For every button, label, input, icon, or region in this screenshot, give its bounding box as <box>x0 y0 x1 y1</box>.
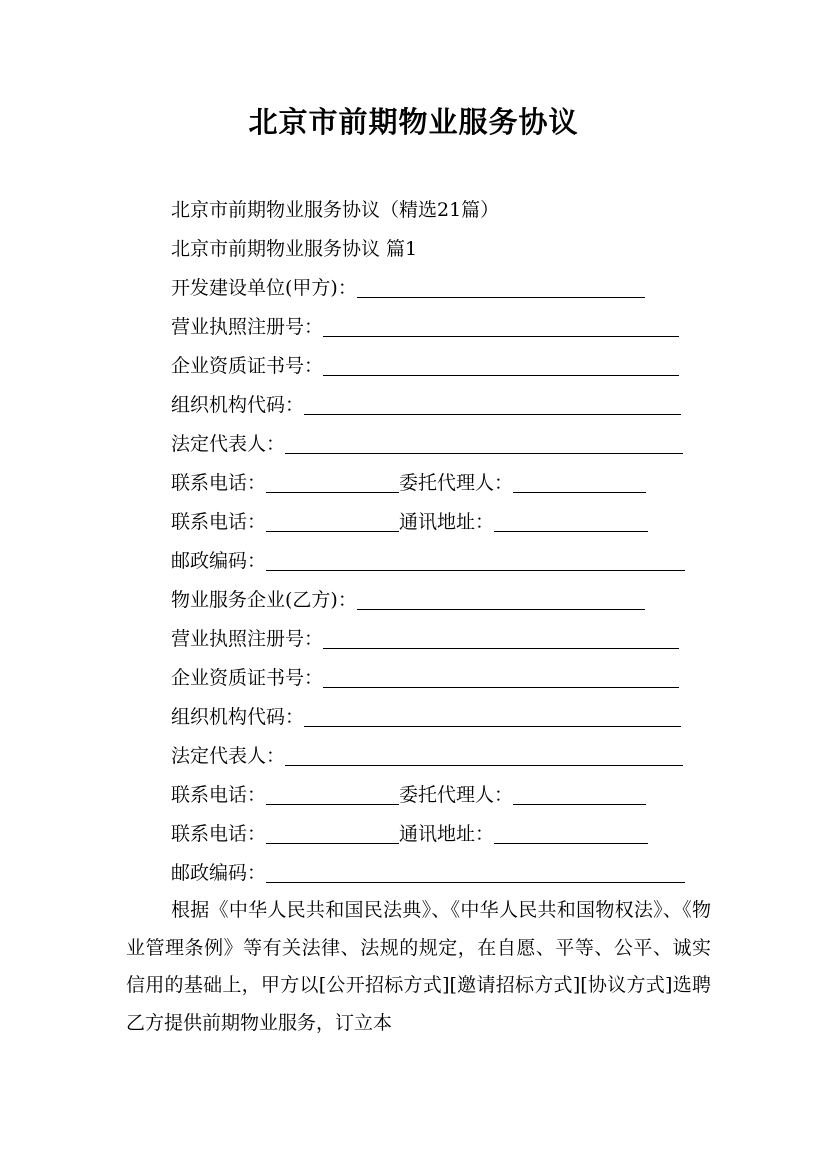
legal-rep-blank <box>285 433 683 454</box>
address-label: 通讯地址： <box>399 511 495 533</box>
phone-blank <box>266 823 399 844</box>
party-a-blank <box>357 277 645 298</box>
agent-blank <box>513 784 646 805</box>
agent-label: 委托代理人： <box>399 784 514 806</box>
party-a-postcode-row <box>171 547 685 575</box>
phone-label: 联系电话： <box>171 784 267 806</box>
document-subtitle: 北京市前期物业服务协议（精选21篇） <box>171 199 500 221</box>
license-label: 营业执照注册号： <box>171 628 324 650</box>
party-b-postcode-row <box>171 859 685 887</box>
agent-label: 委托代理人： <box>399 472 514 494</box>
party-b-qualification-row <box>171 664 679 692</box>
org-code-blank <box>304 394 681 415</box>
agent-blank <box>513 472 646 493</box>
party-a-phone-address-row <box>171 508 648 536</box>
document-title: 北京市前期物业服务协议 <box>248 105 579 139</box>
body-paragraph: 根据《中华人民共和国民法典》、《中华人民共和国物权法》、《物业管理条例》等有关法律、法规的规定，在自愿、平等、公平、诚实信用的基础上，甲方以[公开招标方式][邀请招标方式][协议方式]选聘乙方提供前期物业服务，订立本 <box>126 899 711 1034</box>
address-blank <box>494 511 648 532</box>
party-a-phone-agent-row <box>171 469 646 497</box>
license-blank <box>323 316 679 337</box>
party-b-blank <box>357 589 645 610</box>
party-a-label: 开发建设单位(甲方)： <box>171 277 357 299</box>
legal-rep-label: 法定代表人： <box>171 745 286 767</box>
party-b-phone-address-row <box>171 820 648 848</box>
org-code-label: 组织机构代码： <box>171 706 305 728</box>
address-label: 通讯地址： <box>399 823 495 845</box>
phone-label: 联系电话： <box>171 511 267 533</box>
legal-rep-blank <box>285 745 683 766</box>
qualification-label: 企业资质证书号： <box>171 355 324 377</box>
party-b-row <box>171 586 645 614</box>
party-a-row <box>171 274 645 302</box>
postcode-label: 邮政编码： <box>171 550 267 572</box>
org-code-blank <box>304 706 681 727</box>
party-b-label: 物业服务企业(乙方)： <box>171 589 357 611</box>
section-heading: 北京市前期物业服务协议 篇1 <box>171 238 418 260</box>
phone-blank <box>266 784 399 805</box>
party-b-phone-agent-row <box>171 781 646 809</box>
party-b-legal-rep-row <box>171 742 683 770</box>
party-b-license-row <box>171 625 679 653</box>
address-blank <box>494 823 648 844</box>
postcode-blank <box>266 550 685 571</box>
postcode-label: 邮政编码： <box>171 862 267 884</box>
phone-blank <box>266 511 399 532</box>
party-a-org-code-row <box>171 391 681 419</box>
phone-label: 联系电话： <box>171 472 267 494</box>
org-code-label: 组织机构代码： <box>171 394 305 416</box>
phone-label: 联系电话： <box>171 823 267 845</box>
qualification-blank <box>323 355 679 376</box>
party-a-qualification-row <box>171 352 679 380</box>
license-blank <box>323 628 679 649</box>
party-b-org-code-row <box>171 703 681 731</box>
party-a-legal-rep-row <box>171 430 683 458</box>
phone-blank <box>266 472 399 493</box>
legal-rep-label: 法定代表人： <box>171 433 286 455</box>
postcode-blank <box>266 862 685 883</box>
party-a-license-row <box>171 313 679 341</box>
qualification-label: 企业资质证书号： <box>171 667 324 689</box>
license-label: 营业执照注册号： <box>171 316 324 338</box>
qualification-blank <box>323 667 679 688</box>
